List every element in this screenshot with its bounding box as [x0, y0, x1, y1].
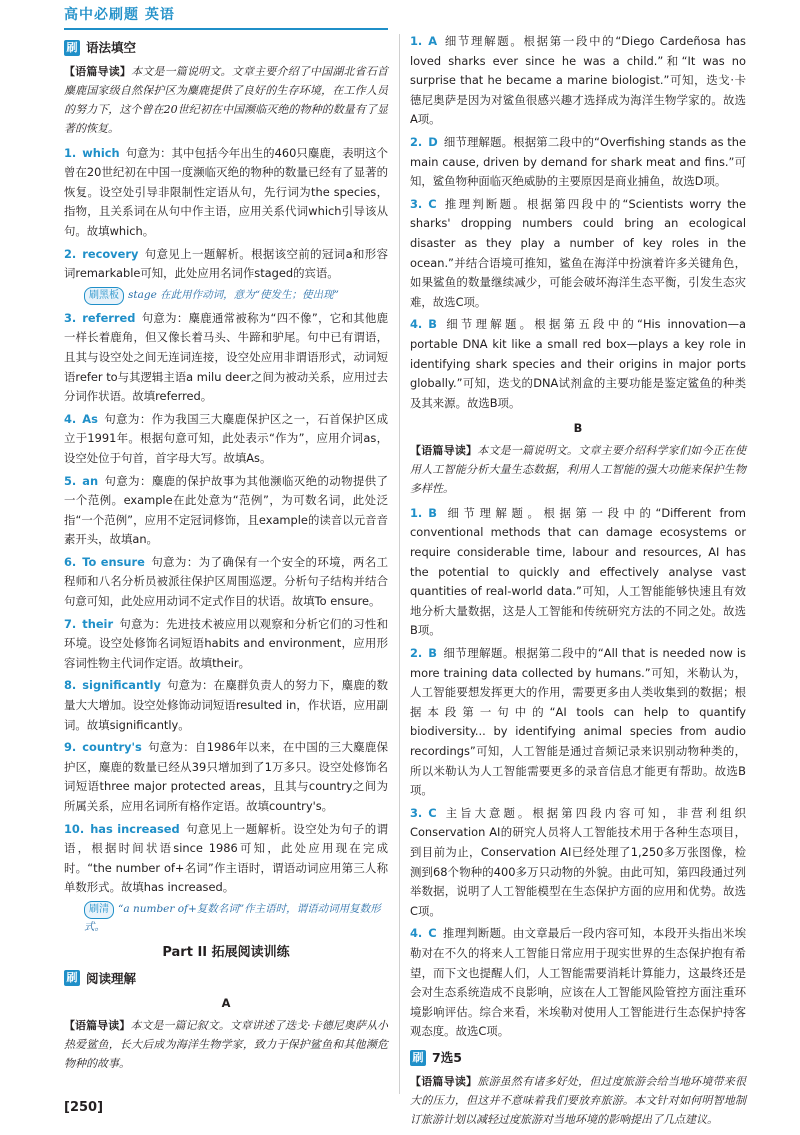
- grammar-item-9: [64, 738, 388, 816]
- grammar-item-3: [64, 309, 388, 407]
- item-number: 5.: [64, 473, 77, 488]
- guide-text: 本文是一篇说明文。文章主要介绍科学家们如今正在使用人工智能分析大量生态数据，利用人工智能的强大功能来保护生物多样性。: [410, 443, 747, 495]
- item-explanation: 句意见上一题解析。根据该空前的冠词a和形容词remarkable可知，此处应用名词作staged的宾语。: [64, 246, 388, 281]
- right-column: [410, 32, 746, 1135]
- item-answer: an: [82, 473, 99, 488]
- column-divider: [399, 34, 400, 1094]
- item-number: 4.: [410, 317, 423, 332]
- item-explanation: 细节理解题。根据第一段中的“Different from conventional methods that can damage ecosystems or require considerable time, labour and resources, AI has the potential to quickly and effectively analyse vast quantities of real-world data.”可知，人工智能能够快速且有效地分析大量数据，这是人工智能和传统研究方法的不同之处。故选B项。: [410, 505, 746, 638]
- guide-tag: 【语篇导读】: [410, 1074, 478, 1088]
- item-answer: recovery: [82, 246, 139, 261]
- reading-a-item-4: [410, 315, 746, 413]
- item-number: 2.: [410, 134, 423, 149]
- item-explanation: 句意为：麋鹿通常被称为“四不像”，它和其他鹿一样长着鹿角，但又像长着马头、牛蹄和驴尾。句中已有谓语，且其与设空处之间无连词连接，设空处应用非谓语形式，动词短语refer to与其逻辑主语a milu deer之间为被动关系，应用过去分词作状语。故填referred。: [64, 310, 388, 404]
- grammar-item-2: [64, 245, 388, 284]
- reading-b-item-1: [410, 504, 746, 641]
- blackboard-note: [84, 287, 388, 305]
- reading-b-item-2: [410, 644, 746, 801]
- seven-choose-five-guide: [410, 1072, 746, 1129]
- item-explanation: 句意见上一题解析。设空处为句子的谓语，根据时间状语since 1986可知，此处应用现在完成时。“the number of+名词”作主语时，谓语动词应用第三人称单数形式。故填has increased。: [64, 821, 388, 895]
- item-explanation: 句意为：先进技术被应用以观察和分析它们的习性和环境。设空处修饰名词短语habits and environment，应用形容词性物主代词作定语。故填their。: [64, 616, 388, 670]
- header-rule: [64, 28, 388, 30]
- section-badge: 刷: [64, 970, 80, 986]
- part-title: Part II 拓展阅读训练: [162, 944, 290, 960]
- grammar-item-4: [64, 410, 388, 469]
- header-title: 高中必刷题 英语: [64, 7, 175, 23]
- item-answer: D: [428, 134, 438, 149]
- item-explanation: 推理判断题。根据第四段中的“Scientists worry the sharks' dropping numbers could bring an ecological disaster as they play a number of key roles in the ocean.”并结合语境可推知，鲨鱼在海洋中扮演着许多关键角色，如果鲨鱼的数量继续减少，可能会破坏海洋生态平衡，引发生态灾难，故选C项。: [410, 196, 746, 309]
- guide-text: 旅游虽然有诸多好处，但过度旅游会给当地环境带来很大的压力，但这并不意味着我们要放弃旅游。本文针对如何明智地制订旅游计划以减轻过度旅游对当地环境的影响提出了几点建议。: [410, 1074, 747, 1126]
- item-explanation: 句意为：麋鹿的保护故事为其他濒临灭绝的动物提供了一个范例。example在此处意为“范例”，为可数名词，此处泛指“一个范例”，应用不定冠词修饰，且example的读音以元音音素开头，故填an。: [64, 473, 388, 547]
- item-answer: C: [428, 805, 437, 820]
- note-tag: 刷清: [84, 901, 114, 919]
- item-answer: C: [428, 926, 437, 941]
- item-number: 9.: [64, 740, 77, 755]
- grammar-item-10: [64, 820, 388, 898]
- grammar-item-1: [64, 144, 388, 242]
- passage-b-guide: [410, 441, 746, 498]
- passage-letter: A: [221, 996, 231, 1011]
- item-explanation: 细节理解题。根据第一段中的“Diego Cardeñosa has loved sharks ever since he was a child.”和“It was no surprise that he became a marine biologist.”可知，迭戈·卡德尼奥萨是因为对鲨鱼很感兴趣才选择成为海洋生物学家的。故选A项。: [410, 34, 746, 127]
- item-explanation: 句意为：自1986年以来，在中国的三大麋鹿保护区，麋鹿的数量已经从39只增加到了1万多只。设空处修饰名词短语three major protected areas，且其与country之间为所属关系，应用名词所有格作定语。故填country's。: [64, 740, 388, 813]
- grammar-guide: [64, 62, 388, 138]
- passage-letter: B: [573, 421, 583, 436]
- item-explanation: 句意为：为了确保有一个安全的环境，两名工程师和八名分析员被派往保护区周围巡逻。分析句子结构并结合句意可知，此处应用动词不定式作目的状语。故填To ensure。: [64, 554, 388, 609]
- item-answer: has increased: [90, 821, 180, 836]
- item-answer: B: [428, 646, 437, 661]
- section-label: 7选5: [432, 1049, 462, 1065]
- item-number: 1.: [410, 505, 423, 520]
- item-answer: their: [82, 616, 114, 631]
- item-answer: country's: [82, 740, 142, 755]
- item-answer: referred: [82, 310, 136, 325]
- reading-a-item-2: [410, 133, 746, 192]
- item-number: 3.: [64, 310, 77, 325]
- section-label: 阅读理解: [86, 970, 137, 986]
- item-explanation: 细节理解题。根据第二段中的“All that is needed now is more training data collected by humans.”可知，米勒认为，人工智能要想发挥更大的作用，需要更多由人类收集到的数据；根据本段第一句中的“AI tools can help to quantify biodiversity... by identifying animal species from audio recordings”可知，人工智能是通过音频记录来识别动物种类的，所以米勒认为人工智能需要更多的录音信息才能更有帮助。故选B项。: [410, 646, 746, 798]
- item-number: 1.: [410, 34, 423, 48]
- item-number: 6.: [64, 554, 77, 569]
- item-answer: To ensure: [82, 554, 145, 569]
- seven-choose-five-title: [410, 1048, 746, 1068]
- guide-text: 本文是一篇记叙文。文章讲述了迭戈·卡德尼奥萨从小热爱鲨鱼，长大后成为海洋生物学家，致力于保护鲨鱼和其他濒危物种的故事。: [64, 1018, 388, 1070]
- clarify-note: [84, 901, 388, 935]
- item-explanation: 主旨大意题。根据第四段内容可知，非营利组织Conservation AI的研究人员将人工智能技术用于各种生态项目，到目前为止，Conservation AI已经处理了1,250多万张图像，检测到68个物种的400多万只动物的外貌。由此可知，第四段通过列举数据，说明了人工智能模型在生态保护方面的应用和优势。故选C项。: [410, 805, 746, 918]
- item-number: 7.: [64, 616, 77, 631]
- item-number: 8.: [64, 678, 77, 693]
- grammar-item-8: [64, 676, 388, 735]
- note-tag: 刷黑板: [84, 287, 124, 305]
- item-answer: B: [428, 317, 437, 332]
- item-answer: B: [428, 505, 437, 520]
- note-text: stage 在此用作动词，意为“使发生；使出现”: [128, 288, 339, 301]
- item-explanation: 细节理解题。根据第五段中的“His innovation—a portable DNA kit like a small red box—plays a key role in identifying shark species and their origins in major ports globally.”可知，迭戈的DNA试剂盒的主要功能是鉴定鲨鱼的种类及其来源。故选B项。: [410, 317, 746, 410]
- item-number: 4.: [64, 411, 77, 426]
- item-explanation: 句意为：作为我国三大麋鹿保护区之一，石首保护区成立于1991年。根据句意可知，此处表示“作为”，应用介词as，设空处位于句首，首字母大写。故填As。: [64, 411, 388, 465]
- item-number: 2.: [64, 246, 77, 261]
- reading-a-item-3: [410, 195, 746, 313]
- reading-section-title: [64, 969, 388, 989]
- guide-tag: 【语篇导读】: [64, 64, 132, 78]
- grammar-item-6: [64, 553, 388, 612]
- reading-b-item-3: [410, 804, 746, 922]
- item-answer: which: [82, 145, 120, 160]
- grammar-item-7: [64, 615, 388, 674]
- reading-b-item-4: [410, 924, 746, 1042]
- item-explanation: 句意为：其中包括今年出生的460只麋鹿，表明这个曾在20世纪初在中国一度濒临灭绝的物种的数量已经有了显著的恢复。设空处引导非限制性定语从句，先行词为the species，指物，且关系词在从句中作主语，应用关系代词which引导该从句。故填which。: [64, 145, 388, 238]
- section-badge: 刷: [64, 40, 80, 56]
- item-answer: A: [428, 34, 438, 48]
- passage-a-guide: [64, 1016, 388, 1073]
- page-header: [64, 0, 764, 30]
- section-badge: 刷: [410, 1050, 426, 1066]
- guide-text: 本文是一篇说明文。文章主要介绍了中国湖北省石首麋鹿国家级自然保护区为麋鹿提供了良好的生存环境，在工作人员的努力下，这个曾在20世纪初在中国濒临灭绝的物种的数量有了显著的恢复。: [64, 64, 389, 135]
- item-number: 10.: [64, 821, 85, 836]
- grammar-item-5: [64, 472, 388, 550]
- page-number: [250]: [64, 1100, 104, 1115]
- section-label: 语法填空: [86, 40, 137, 55]
- item-explanation: 细节理解题。根据第二段中的“Overfishing stands as the main cause, driven by demand for shark meat and fins.”可知，鲨鱼物种面临灭绝威胁的主要原因是商业捕鱼，故选D项。: [410, 134, 746, 189]
- item-number: 3.: [410, 805, 423, 820]
- guide-tag: 【语篇导读】: [64, 1018, 131, 1032]
- item-number: 2.: [410, 646, 423, 661]
- item-answer: As: [82, 411, 98, 426]
- item-explanation: 推理判断题。由文章最后一段内容可知，本段开头指出米埃勒对在不久的将来人工智能日常应用于现实世界的生态保护抱有希望，而下文也提醒人们，人工智能需要消耗计算能力，这最终还是会对生态系统造成不良影响，应该在人工智能风险管控方面注重环境影响评估。综合来看，米埃勒对使用人工智能进行生态保护持客观态度。故选C项。: [410, 926, 746, 1039]
- item-answer: C: [428, 196, 437, 211]
- note-text: “a number of+复数名词”作主语时，谓语动词用复数形式。: [84, 902, 381, 933]
- reading-a-item-1: [410, 32, 746, 130]
- left-column: [64, 32, 388, 1079]
- item-explanation: 句意为：在麋群负责人的努力下，麋鹿的数量大大增加。设空处修饰动词短语resulted in，作状语，应用副词。故填significantly。: [64, 678, 388, 732]
- item-number: 3.: [410, 196, 423, 211]
- item-answer: significantly: [82, 678, 161, 693]
- grammar-section-title: [64, 38, 388, 58]
- guide-tag: 【语篇导读】: [410, 443, 478, 457]
- item-number: 1.: [64, 145, 77, 160]
- item-number: 4.: [410, 926, 423, 941]
